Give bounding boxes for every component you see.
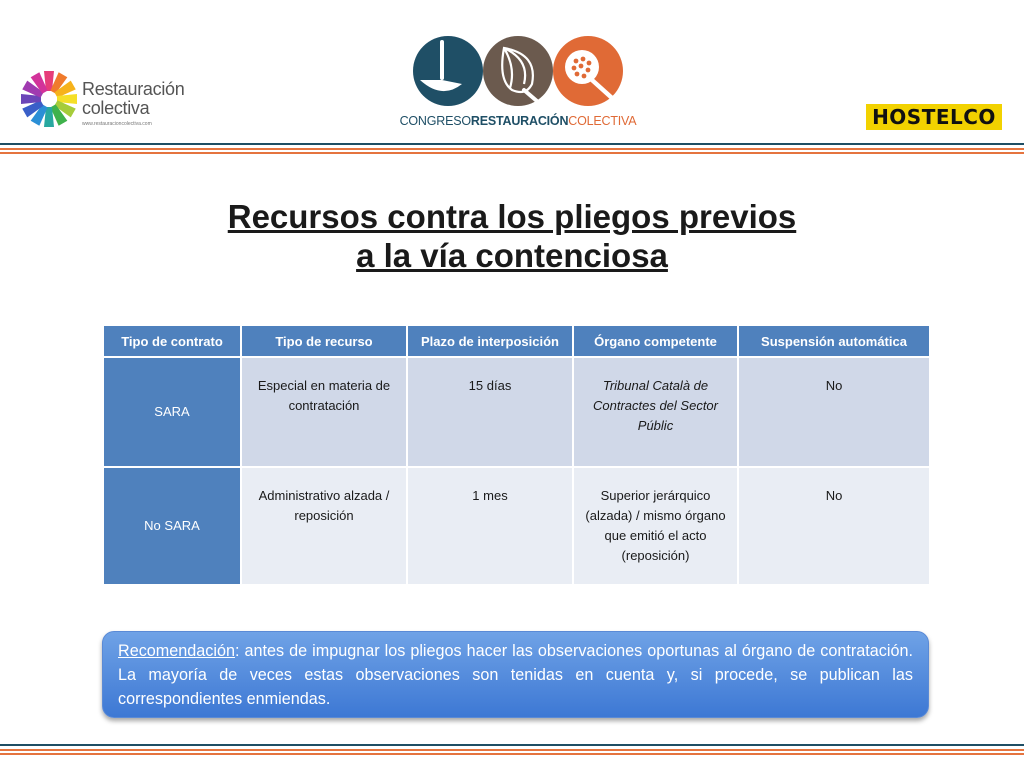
recommendation-text: : antes de impugnar los pliegos hacer las observaciones oportunas al órgano de contratación. La mayoría de veces estas observaciones son tenidas en cuenta y, si procede, se publican las correspondientes enmiendas.: [118, 642, 913, 708]
recommendation-label: Recomendación: [118, 642, 235, 660]
cell-plazo: 1 mes: [407, 467, 573, 585]
cell-contrato: SARA: [103, 357, 241, 467]
logo-text-line2: colectiva: [82, 98, 150, 118]
caption-part-colectiva: COLECTIVA: [568, 114, 637, 128]
congreso-logo: [398, 34, 638, 134]
ladle-circle: [413, 36, 483, 106]
slide-title: [0, 197, 1024, 275]
restauracion-colectiva-logo: [20, 68, 190, 134]
bottom-stripe-orange-2: [0, 753, 1024, 755]
cell-recurso: Especial en materia de contratación: [241, 357, 407, 467]
caption-part-restauracion: RESTAURACIÓN: [470, 114, 569, 128]
recursos-table: [102, 324, 931, 586]
hostelco-text: HOSTELCO: [872, 105, 996, 129]
header-suspension: Suspensión automática: [738, 325, 930, 357]
top-stripe-navy: [0, 143, 1024, 145]
header-plazo: Plazo de interposición: [407, 325, 573, 357]
header-tipo-recurso: Tipo de recurso: [241, 325, 407, 357]
cell-suspension: No: [738, 357, 930, 467]
cell-contrato: No SARA: [103, 467, 241, 585]
table-header-row: [103, 325, 930, 357]
slide-title-line2: a la vía contenciosa: [356, 237, 668, 274]
colorful-flower-icon: [20, 68, 78, 130]
logo-text-line1: Restauración: [82, 79, 185, 99]
table-row: [103, 467, 930, 585]
recommendation-box: [102, 631, 929, 718]
bottom-stripe-orange-1: [0, 749, 1024, 751]
cell-organo: Tribunal Català de Contractes del Sector Públic: [573, 357, 738, 467]
bottom-stripe-navy: [0, 744, 1024, 746]
kitchen-utensils-icon: [412, 34, 624, 110]
logo-url: www.restauracioncolectiva.com: [82, 121, 152, 127]
cell-plazo: 15 días: [407, 357, 573, 467]
top-stripe-orange-1: [0, 148, 1024, 150]
table-row: [103, 357, 930, 467]
whisk-circle: [483, 36, 553, 106]
cell-suspension: No: [738, 467, 930, 585]
top-stripe-orange-2: [0, 152, 1024, 154]
congreso-caption: [398, 114, 638, 128]
header-tipo-contrato: Tipo de contrato: [103, 325, 241, 357]
cell-organo: Superior jerárquico (alzada) / mismo órgano que emitió el acto (reposición): [573, 467, 738, 585]
caption-part-congreso: CONGRESO: [399, 114, 471, 128]
slide-title-line1: Recursos contra los pliegos previos: [227, 198, 797, 235]
header-organo: Órgano competente: [573, 325, 738, 357]
hostelco-logo: [866, 104, 1002, 130]
cell-recurso: Administrativo alzada / reposición: [241, 467, 407, 585]
